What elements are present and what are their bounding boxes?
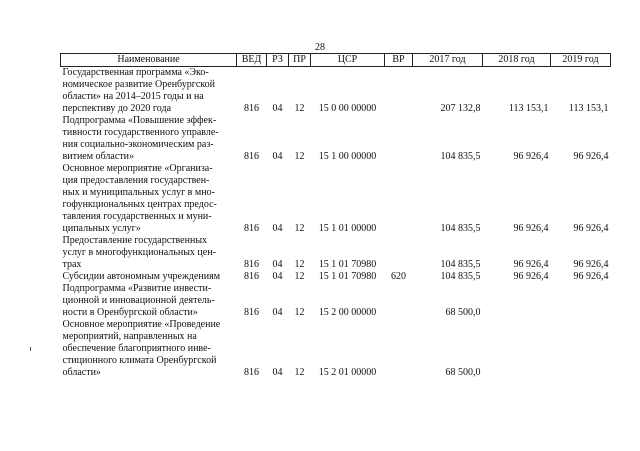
cell-csr: 15 2 01 00000 <box>318 367 377 378</box>
cell-2017: 68 500,0 <box>445 307 481 318</box>
cell-2018 <box>483 319 551 379</box>
cell-pr: 12 <box>294 271 305 282</box>
name-line: ционной и инновационной деятель- <box>62 295 215 306</box>
cell-csr: 15 2 00 00000 <box>318 307 377 318</box>
name-line: области» на 2014–2015 годы и на <box>62 91 204 102</box>
cell-rz: 04 <box>272 271 283 282</box>
header-pr: ПР <box>289 54 311 67</box>
cell-rz: 04 <box>272 103 283 114</box>
name-line: ция предоставления государствен- <box>62 175 210 186</box>
cell-rz: 04 <box>272 367 283 378</box>
cell-2019: 96 926,4 <box>573 223 609 234</box>
cell-ved: 816 <box>244 271 259 282</box>
cell-csr: 15 1 00 00000 <box>318 151 377 162</box>
margin-mark <box>30 347 31 351</box>
cell-2019: 96 926,4 <box>573 271 609 282</box>
cell-2019: 96 926,4 <box>573 259 609 270</box>
cell-csr: 15 1 01 00000 <box>318 223 377 234</box>
table-row <box>61 271 611 283</box>
cell-ved: 816 <box>244 259 259 270</box>
name-line: услуг в многофункциональных цен- <box>62 247 216 258</box>
table-row <box>61 67 611 116</box>
name-line: стиционного климата Оренбургской <box>62 355 217 366</box>
cell-2017: 104 835,5 <box>440 223 481 234</box>
table-row <box>61 115 611 163</box>
page-number: 28 <box>315 42 325 53</box>
name-line: Подпрограмма «Повышение эффек- <box>62 115 217 126</box>
cell-2019: 113 153,1 <box>568 103 609 114</box>
cell-2018: 113 153,1 <box>508 103 549 114</box>
name-line: ния социально-экономическим раз- <box>62 139 214 150</box>
cell-pr: 12 <box>294 151 305 162</box>
cell-ved: 816 <box>244 307 259 318</box>
cell-vr <box>385 67 413 116</box>
cell-2019 <box>551 319 611 379</box>
cell-2018 <box>483 283 551 319</box>
cell-csr: 15 1 01 70980 <box>318 259 377 270</box>
cell-name <box>61 319 237 379</box>
cell-vr <box>385 283 413 319</box>
cell-name <box>61 115 237 163</box>
cell-pr: 12 <box>294 103 305 114</box>
cell-2017: 207 132,8 <box>440 103 481 114</box>
table-row <box>61 319 611 379</box>
cell-rz: 04 <box>272 223 283 234</box>
cell-pr: 12 <box>294 367 305 378</box>
cell-2018: 96 926,4 <box>513 271 549 282</box>
name-line: Субсидии автономным учреждениям <box>62 271 221 282</box>
header-2017: 2017 год <box>413 54 483 67</box>
cell-vr: 620 <box>391 271 406 282</box>
name-line: трах <box>62 259 82 270</box>
cell-2019: 96 926,4 <box>573 151 609 162</box>
cell-name <box>61 67 237 116</box>
cell-csr: 15 1 01 70980 <box>318 271 377 282</box>
name-line: обеспечение благоприятного инве- <box>62 343 211 354</box>
table-body <box>61 67 611 380</box>
cell-ved: 816 <box>244 223 259 234</box>
cell-rz: 04 <box>272 259 283 270</box>
table-row <box>61 283 611 319</box>
name-line: витием области» <box>62 151 134 162</box>
cell-name <box>61 271 237 283</box>
cell-2017: 104 835,5 <box>440 259 481 270</box>
header-2019: 2019 год <box>551 54 611 67</box>
cell-2017: 104 835,5 <box>440 151 481 162</box>
cell-2018: 96 926,4 <box>513 223 549 234</box>
budget-table <box>60 53 611 379</box>
cell-vr <box>385 235 413 271</box>
cell-pr: 12 <box>294 307 305 318</box>
header-name: Наименование <box>61 54 237 67</box>
header-ved: ВЕД <box>237 54 267 67</box>
cell-ved: 816 <box>244 103 259 114</box>
cell-vr <box>385 319 413 379</box>
name-line: Государственная программа «Эко- <box>62 67 209 78</box>
name-line: области» <box>62 367 101 378</box>
cell-name <box>61 283 237 319</box>
cell-rz: 04 <box>272 151 283 162</box>
cell-2018: 96 926,4 <box>513 259 549 270</box>
cell-pr: 12 <box>294 259 305 270</box>
header-vr: ВР <box>385 54 413 67</box>
cell-vr <box>385 115 413 163</box>
name-line: Предоставление государственных <box>62 235 208 246</box>
cell-2019 <box>551 283 611 319</box>
cell-ved: 816 <box>244 151 259 162</box>
cell-2017: 68 500,0 <box>445 367 481 378</box>
name-line: тавления государственных и муни- <box>62 211 212 222</box>
name-line: ности в Оренбургской области» <box>62 307 198 318</box>
name-line: Подпрограмма «Развитие инвести- <box>62 283 212 294</box>
cell-name <box>61 235 237 271</box>
cell-csr: 15 0 00 00000 <box>318 103 377 114</box>
header-rz: РЗ <box>267 54 289 67</box>
name-line: Основное мероприятие «Проведение <box>62 319 221 330</box>
header-2018: 2018 год <box>483 54 551 67</box>
cell-rz: 04 <box>272 307 283 318</box>
name-line: ных и муниципальных услуг в мно- <box>62 187 215 198</box>
table-row <box>61 163 611 235</box>
cell-2017: 104 835,5 <box>440 271 481 282</box>
name-line: номическое развитие Оренбургской <box>62 79 215 90</box>
cell-2018: 96 926,4 <box>513 151 549 162</box>
cell-name <box>61 163 237 235</box>
name-line: ципальных услуг» <box>62 223 141 234</box>
cell-ved: 816 <box>244 367 259 378</box>
table-row <box>61 235 611 271</box>
name-line: тивности государственного управле- <box>62 127 219 138</box>
name-line: мероприятий, направленных на <box>62 331 197 342</box>
header-csr: ЦСР <box>311 54 385 67</box>
name-line: Основное мероприятие «Организа- <box>62 163 213 174</box>
name-line: гофункциональных центрах предос- <box>62 199 217 210</box>
cell-pr: 12 <box>294 223 305 234</box>
table-header-row <box>61 54 611 67</box>
name-line: перспективу до 2020 года <box>62 103 172 114</box>
cell-vr <box>385 163 413 235</box>
